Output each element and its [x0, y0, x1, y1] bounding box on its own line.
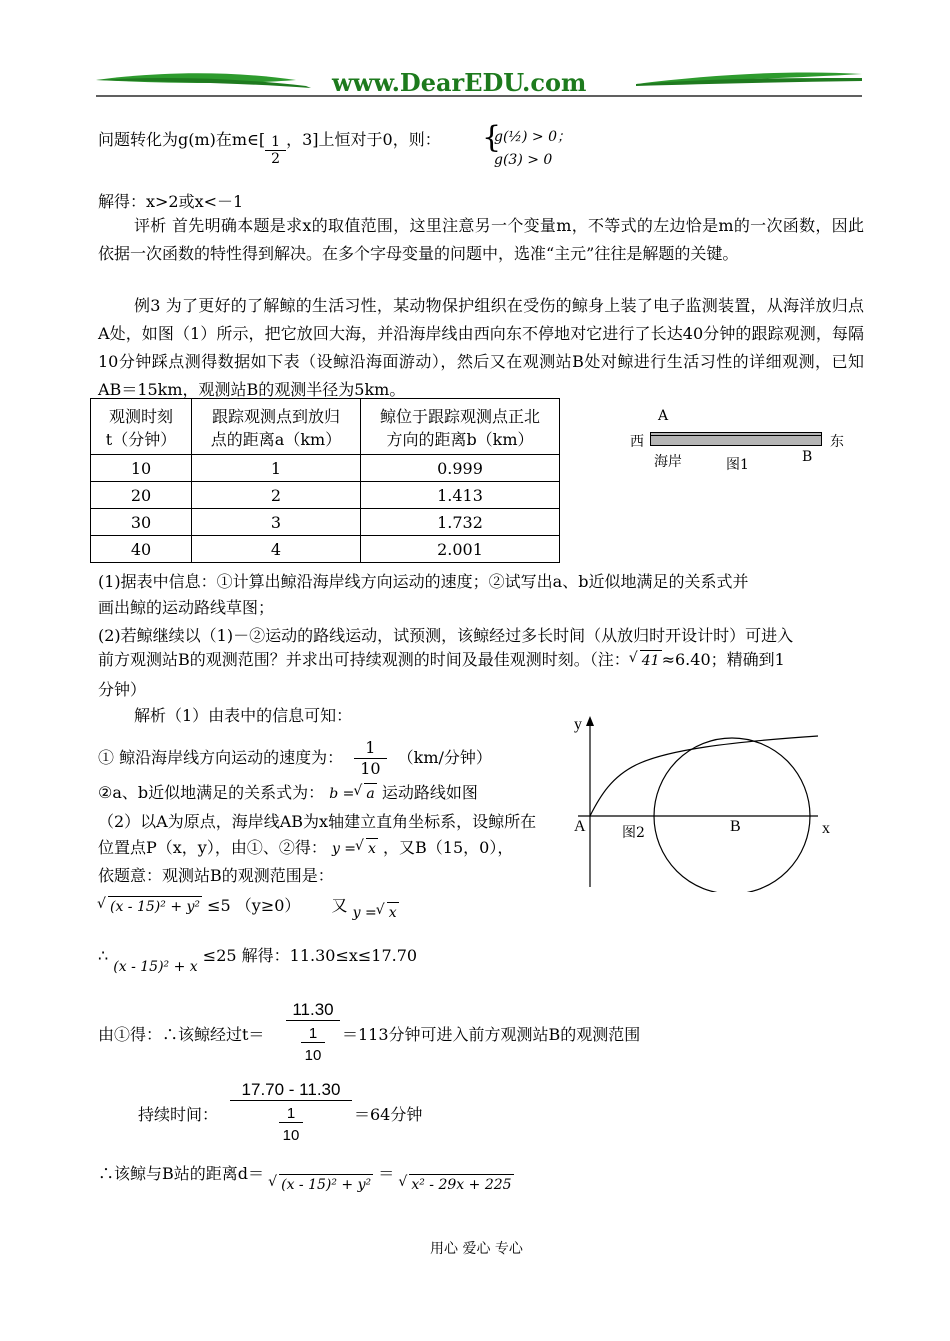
s2-text: ②a、b近似地满足的关系式为：	[98, 783, 325, 802]
site-title: www.DearEDU.com	[332, 68, 587, 97]
cell: 3	[192, 509, 361, 536]
th-dist-b	[361, 399, 560, 455]
s1-text: ① 鲸沿海岸线方向运动的速度为：	[98, 748, 344, 767]
q2c-text: ≈6.40；精确到1	[661, 650, 785, 669]
formula-sqrt: √ a	[364, 783, 376, 804]
frac-num: 11.30	[286, 1000, 340, 1021]
sqrt-41: √ 41	[640, 650, 662, 671]
s8-text: 由①得：∴该鲸经过t＝	[98, 1025, 265, 1044]
cell: 1.413	[361, 482, 560, 509]
table-row	[91, 536, 560, 563]
formula-sqrt: √ (x - 15)² + y²	[279, 1174, 373, 1195]
solution-point	[98, 838, 513, 859]
example-paragraph	[98, 292, 864, 404]
cell: 0.999	[361, 455, 560, 482]
solve-line: 解得：x>2或x<－1	[98, 192, 244, 211]
fig2-caption: 图2	[622, 825, 645, 841]
formula: (x - 15)² + x	[113, 959, 198, 975]
fig2-plot	[568, 712, 838, 892]
s1-unit: （km/分钟）	[397, 748, 492, 767]
figure-2	[568, 712, 838, 892]
inner-den: 10	[282, 1127, 300, 1144]
solution-time	[98, 1000, 798, 1080]
s6-text: ≤5 （y≥0）	[207, 896, 301, 915]
cell: 4	[192, 536, 361, 563]
cell: 2	[192, 482, 361, 509]
frac-num: 1	[354, 738, 386, 759]
formula-sqrt: √ x	[387, 902, 399, 923]
page-footer: 用心 爱心 专心	[430, 1241, 523, 1257]
intro-text: 问题转化为g(m)在m∈[	[98, 130, 266, 149]
question-1a: (1)据表中信息：①计算出鲸沿海岸线方向运动的速度；②试写出a、b近似地满足的关系式并	[98, 572, 749, 591]
solution-speed	[98, 738, 492, 779]
s4-tail: ，又B（15，0），	[383, 838, 514, 857]
therefore: ∴	[98, 946, 109, 965]
inner-den: 10	[304, 1047, 322, 1064]
comment-text: 评析 首先明确本题是求x的取值范围，这里注意另一个变量m，不等式的左边恰是m的一次函数，因此依据一次函数的特性得到解决。在多个字母变量的问题中，选准“主元”往往是解题的关键。	[98, 216, 864, 263]
frac-den: 2	[271, 151, 281, 167]
intro-line	[98, 124, 441, 167]
inner-num: 1	[279, 1105, 303, 1123]
speed-fraction	[354, 738, 386, 779]
comment-paragraph	[98, 212, 864, 268]
table-row	[91, 509, 560, 536]
inner-num: 1	[301, 1025, 325, 1043]
duration-fraction	[230, 1080, 352, 1144]
table-row	[91, 455, 560, 482]
s2-tail: 运动路线如图	[381, 783, 478, 802]
th-text: 鲸位于跟踪观测点正北	[379, 406, 540, 426]
formula-sqrt: √ (x - 15)² + y²	[108, 896, 202, 917]
question-2d: 分钟）	[98, 680, 147, 699]
system-brace: {	[482, 120, 502, 155]
th-text: 点的距离a（km）	[210, 429, 342, 449]
fig2-label-y: y	[574, 716, 582, 733]
solution-relation	[98, 783, 478, 804]
fig1-label-east: 东	[830, 434, 844, 450]
th-text: t（分钟）	[105, 429, 177, 449]
cell: 1.732	[361, 509, 560, 536]
figure-1	[628, 404, 858, 474]
question-2a: (2)若鲸继续以（1)－②运动的路线运动，试预测，该鲸经过多长时间（从放归时开设计时）可进入	[98, 626, 794, 645]
fig2-label-a: A	[574, 818, 586, 835]
th-text: 方向的距离b（km）	[386, 429, 534, 449]
formula-sqrt: √ x	[366, 838, 378, 859]
cell: 20	[91, 482, 192, 509]
system-eq1: g(½) > 0；	[494, 129, 571, 145]
solution-ineq2	[98, 946, 418, 975]
frac-den: 10	[360, 759, 381, 778]
fig1-shore-line	[650, 435, 822, 436]
s6-you: 又	[331, 896, 348, 915]
formula-left: y =	[331, 841, 357, 857]
solution-distance	[98, 1164, 514, 1193]
s4-text: 位置点P（x，y），由①、②得：	[98, 838, 327, 857]
question-2b	[98, 650, 785, 671]
formula-left: y =	[352, 905, 377, 921]
fig2-label-b: B	[730, 818, 741, 835]
table-header-row	[91, 399, 560, 455]
equals: ＝	[378, 1164, 395, 1183]
intro-tail: ，3]上恒对于0，则：	[286, 130, 441, 149]
solution-intro: 解析（1）由表中的信息可知：	[134, 706, 353, 725]
example-text: 例3 为了更好的了解鲸的生活习性，某动物保护组织在受伤的鲸身上装了电子监测装置，从海洋放归点A处，如图（1）所示，把它放回大海，并沿海岸线由西向东不停地对它进行了长达40分钟的跟踪观测，每隔10分钟踩点测得数据如下表（设鲸沿海面游动），然后又在观测站B处对鲸进行生活习性的详细观测，已知AB＝15km，观测站B的观测半径为5km。	[98, 296, 864, 399]
time-fraction	[286, 1000, 340, 1064]
question-1b: 画出鲸的运动路线草图；	[98, 598, 275, 617]
s8-tail: ＝113分钟可进入前方观测站B的观测范围	[342, 1025, 641, 1044]
fig1-label-a: A	[658, 408, 669, 424]
q2b-text: 前方观测站B的观测范围？并求出可持续观测的时间及最佳观测时刻。（注：	[98, 650, 630, 669]
header-banner	[96, 66, 862, 102]
fig1-caption: 图1	[726, 457, 749, 473]
cell: 30	[91, 509, 192, 536]
th-text: 跟踪观测点到放归	[211, 406, 340, 426]
system-eq2: g(3) > 0	[494, 152, 553, 168]
cell: 40	[91, 536, 192, 563]
fig2-label-x: x	[822, 820, 830, 837]
th-time	[91, 399, 192, 455]
solution-ineq1	[98, 896, 399, 921]
s7-text: ≤25 解得：11.30≤x≤17.70	[202, 946, 418, 965]
cell: 1	[192, 455, 361, 482]
s10-text: ∴该鲸与B站的距离d＝	[98, 1164, 265, 1183]
s9-text: 持续时间：	[138, 1105, 219, 1124]
solution-part2: （2）以A为原点，海岸线AB为x轴建立直角坐标系，设鲸所在	[98, 812, 537, 831]
s9-tail: ＝64分钟	[354, 1105, 423, 1124]
solution-duration	[98, 1080, 798, 1160]
formula-left: b =	[329, 786, 355, 802]
table-row	[91, 482, 560, 509]
th-dist-a	[192, 399, 361, 455]
frac-num: 17.70 - 11.30	[230, 1080, 352, 1101]
cell: 2.001	[361, 536, 560, 563]
solution-range: 依题意：观测站B的观测范围是：	[98, 866, 334, 885]
data-table	[90, 398, 560, 563]
fig1-label-b: B	[802, 449, 813, 465]
fig1-label-shore: 海岸	[654, 454, 682, 470]
formula-sqrt: √ x² - 29x + 225	[409, 1174, 513, 1195]
cell: 10	[91, 455, 192, 482]
intro-fraction	[265, 134, 286, 167]
frac-num: 1	[265, 134, 286, 151]
th-text: 观测时刻	[108, 406, 173, 426]
fig1-label-west: 西	[630, 434, 644, 450]
